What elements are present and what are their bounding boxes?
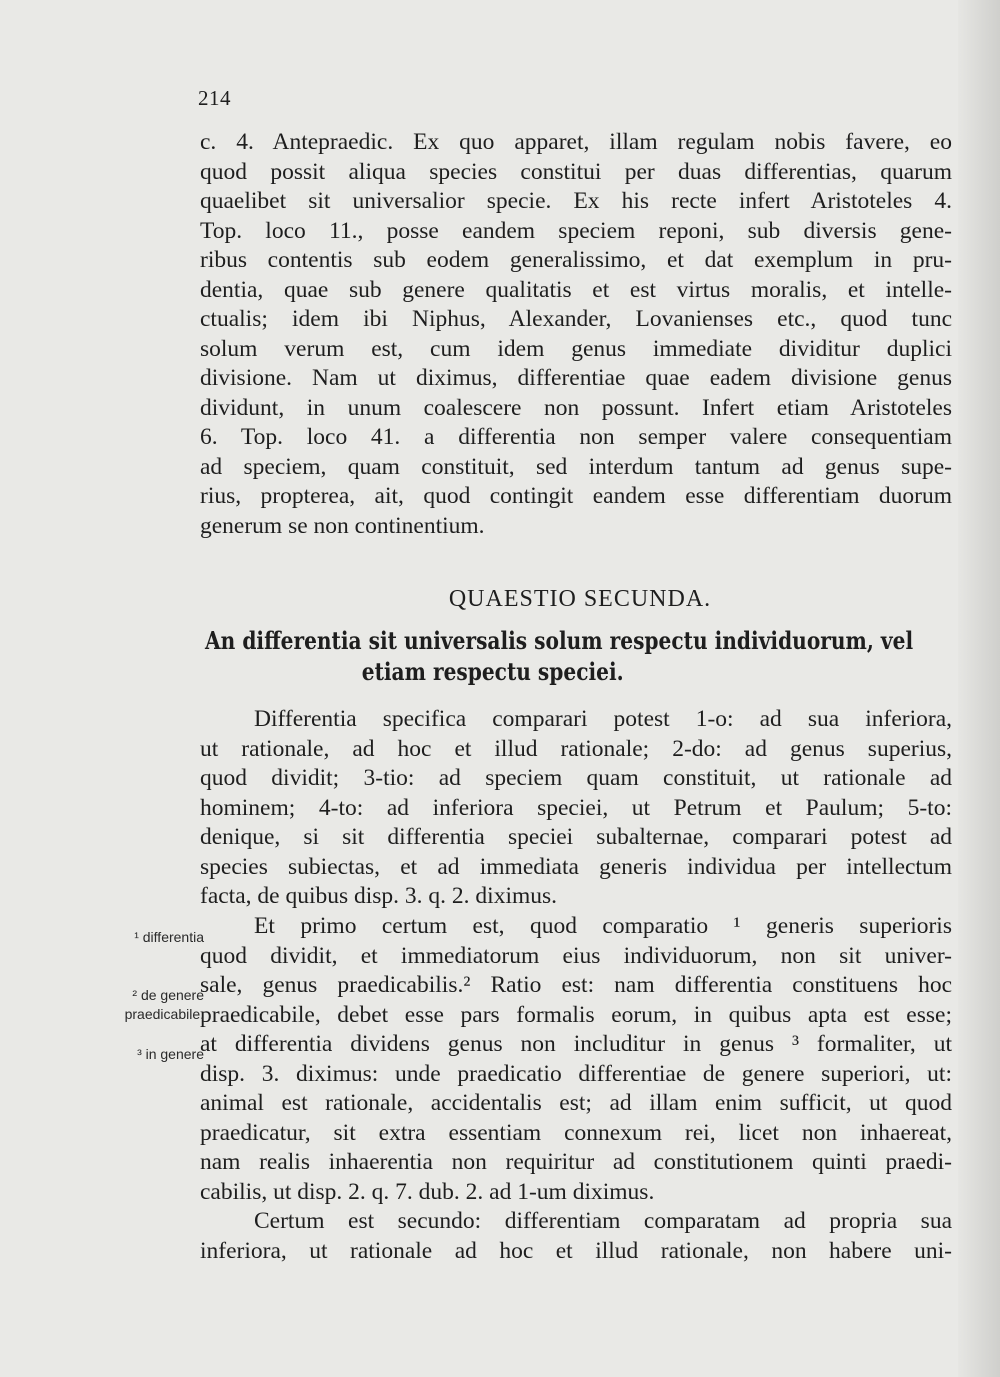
text-line: c. 4. Antepraedic. Ex quo apparet, illam regulam nobis favere, eo [200,129,952,155]
paragraph-4 [200,1207,952,1266]
section-subheading [205,625,914,687]
text-line: Et primo certum est, quod comparatio ¹ generis superioris [254,913,952,939]
marginal-note-text: ² de genere [132,987,204,1003]
text-line: generum se non continentium. [200,512,485,539]
text-line: praedicabile, debet esse pars formalis eorum, in quibus apta est esse; [200,1001,952,1028]
text-line: facta, de quibus disp. 3. q. 2. diximus. [200,883,558,909]
text-line: Differentia specifica comparari potest 1-o: ad sua inferiora, [254,706,952,732]
marginal-note-2 [108,986,204,1024]
text-line: quod dividit, et immediatorum eius individuorum, non sit univer- [200,942,952,969]
text-line: denique, si sit differentia speciei subalternae, comparari potest ad [200,824,952,850]
text-line: praedicatur, sit extra essentiam connexum rei, licet non inhaereat, [200,1119,952,1146]
text-line: dividunt, in unum coalescere non possunt. Infert etiam Aristoteles [200,394,952,421]
text-line: hominem; 4-to: ad inferiora speciei, ut Petrum et Paulum; 5-to: [200,794,952,821]
marginal-note-text: praedicabile. [124,1006,204,1022]
paragraph-2 [200,705,952,912]
text-line: 6. Top. loco 41. a differentia non semper valere consequentiam [200,424,952,450]
text-line: nam realis inhaerentia non requiritur ad constitutionem quinti praedi- [200,1149,952,1175]
text-line: disp. 3. diximus: unde praedicatio differentiae de genere superiori, ut: [200,1060,952,1087]
text-line: divisione. Nam ut diximus, differentiae quae eadem divisione genus [200,365,952,391]
text-line: quod dividit; 3-tio: ad speciem quam constituit, ut rationale ad [200,765,952,791]
page-edge-shadow [958,0,1000,1377]
text-line: ut rationale, ad hoc et illud rationale; 2-do: ad genus superius, [200,735,952,762]
text-line: quaelibet sit universalior specie. Ex his recte infert Aristoteles 4. [200,188,952,214]
marginal-note-1 [108,928,204,947]
text-line: dentia, quae sub genere qualitatis et est virtus moralis, et intelle- [200,276,952,303]
text-line: Certum est secundo: differentiam comparatam ad propria sua [254,1208,952,1234]
text-line: solum verum est, cum idem genus immediate dividitur duplici [200,335,952,362]
text-line: cabilis, ut disp. 2. q. 7. dub. 2. ad 1-um diximus. [200,1178,655,1205]
text-line: inferiora, ut rationale ad hoc et illud rationale, non habere uni- [200,1237,952,1264]
marginal-note-3 [108,1045,204,1064]
paragraph-3 [200,912,952,1207]
text-line: ad speciem, quam constituit, sed interdum tantum ad genus supe- [200,453,952,480]
subheading-line: An differentia sit universalis solum respectu individuorum, vel [205,626,914,655]
marginal-note-text: ¹ differentia [134,929,204,945]
text-line: animal est rationale, accidentalis est; ad illam enim sufficit, ut quod [200,1090,952,1116]
subheading-line: etiam respectu speciei. [361,657,624,686]
text-line: ribus contentis sub eodem generalissimo, et dat exemplum in pru- [200,247,952,273]
text-line: rius, propterea, ait, quod contingit eandem esse differentiam duorum [200,483,952,509]
marginal-note-text: ³ in genere [137,1046,204,1062]
section-heading: QUAESTIO SECUNDA. [448,586,712,612]
text-line: ctualis; idem ibi Niphus, Alexander, Lovanienses etc., quod tunc [200,306,952,332]
text-line: at differentia dividens genus non includitur in genus ³ formaliter, ut [200,1031,952,1057]
paragraph-1 [200,128,952,541]
text-line: sale, genus praedicabilis.² Ratio est: nam differentia constituens hoc [200,972,952,998]
text-line: species subiectas, et ad immediata generis individua per intellectum [200,853,952,880]
page-number: 214 [198,86,231,110]
text-line: Top. loco 11., posse eandem speciem reponi, sub diversis gene- [200,217,952,244]
text-line: quod possit aliqua species constitui per duas differentias, quarum [200,158,952,185]
